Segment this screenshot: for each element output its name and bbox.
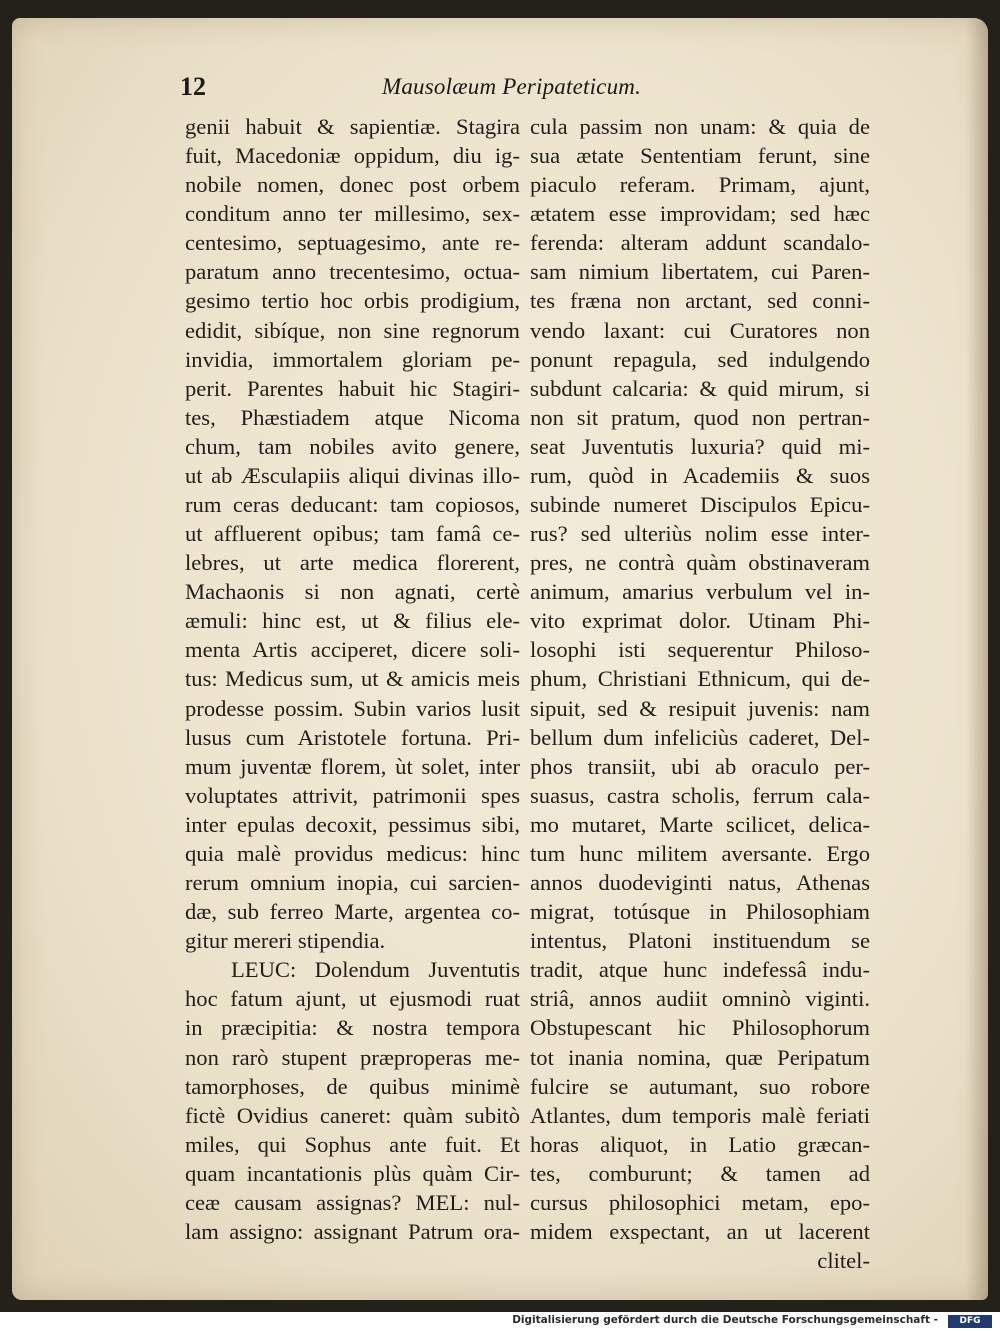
text-line: seat Juventutis luxuria? quid mi- bbox=[530, 433, 870, 459]
text-line: in præcipitia: & nostra tempora bbox=[185, 1015, 520, 1041]
text-line: losophi isti sequerentur Philoso- bbox=[530, 637, 870, 663]
footer-bar bbox=[0, 1312, 1000, 1331]
text-line: prodesse possim. Subin varios lusit bbox=[185, 695, 520, 721]
text-line: non sit pratum, quod non pertran- bbox=[530, 404, 870, 430]
text-line: intentus, Platoni instituendum se bbox=[530, 928, 870, 954]
text-line: horas aliquot, in Latio græcan- bbox=[530, 1131, 870, 1157]
text-line: rum ceras deducant: tam copiosos, bbox=[185, 492, 520, 518]
text-line: ut ab Æsculapiis aliqui divinas illo- bbox=[185, 462, 520, 488]
text-line: ut affluerent opibus; tam famâ ce- bbox=[185, 521, 520, 547]
text-line: gitur mereri stipendia. bbox=[185, 928, 386, 954]
text-line: edidit, sibíque, non sine regnorum bbox=[185, 317, 520, 343]
text-line: æmuli: hinc est, ut & filius ele- bbox=[185, 608, 520, 634]
text-line: hoc fatum ajunt, ut ejusmodi ruat bbox=[185, 986, 520, 1012]
text-line: quam incantationis plùs quàm Cir- bbox=[185, 1160, 520, 1186]
text-line: lam assigno: assignant Patrum ora- bbox=[185, 1218, 520, 1244]
text-column-right bbox=[530, 112, 870, 1275]
text-line: vendo laxant: cui Curatores non bbox=[530, 317, 870, 343]
text-line: menta Artis acciperet, dicere soli- bbox=[185, 637, 520, 663]
text-line: dæ, sub ferreo Marte, argentea co- bbox=[185, 899, 520, 925]
text-column-left bbox=[185, 112, 520, 1246]
text-line: centesimo, septuagesimo, ante re- bbox=[185, 230, 520, 256]
text-line: conditum anno ter millesimo, sex- bbox=[185, 201, 520, 227]
text-line: tamorphoses, de quibus minimè bbox=[185, 1073, 520, 1099]
text-line: tus: Medicus sum, ut & amicis meis bbox=[185, 666, 520, 692]
text-line: Atlantes, dum temporis malè feriati bbox=[530, 1102, 870, 1128]
text-line: sam nimium libertatem, cui Paren- bbox=[530, 259, 870, 285]
text-line: sua ætate Sententiam ferunt, sine bbox=[530, 143, 870, 169]
text-line: suasus, castra scholis, ferrum cala- bbox=[530, 782, 870, 808]
text-line: tes, comburunt; & tamen ad bbox=[530, 1160, 870, 1186]
text-line: rerum omnium inopia, cui sarcien- bbox=[185, 870, 520, 896]
text-line: subinde numeret Discipulos Epicu- bbox=[530, 492, 870, 518]
text-line: lusus cum Aristotele fortuna. Pri- bbox=[185, 724, 520, 750]
text-line: animum, amarius verbulum vel in- bbox=[530, 579, 870, 605]
text-line: fictè Ovidius caneret: quàm subitò bbox=[185, 1102, 520, 1128]
text-line: paratum anno trecentesimo, octua- bbox=[185, 259, 520, 285]
text-line: cula passim non unam: & quia de bbox=[530, 114, 870, 139]
text-line: midem exspectant, an ut lacerent bbox=[530, 1218, 870, 1244]
text-line: ætatem esse improvidam; sed hæc bbox=[530, 201, 870, 227]
footer-credit: Digitalisierung gefördert durch die Deutsche Forschungsgemeinschaft - bbox=[512, 1314, 938, 1326]
text-line: bellum dum infeliciùs caderet, Del- bbox=[530, 724, 870, 750]
text-line: phos transiit, ubi ab oraculo per- bbox=[530, 753, 870, 779]
text-line: pres, ne contrà quàm obstinaveram bbox=[530, 550, 870, 576]
text-line: tradit, atque hunc indefessâ indu- bbox=[530, 957, 870, 983]
text-line: perit. Parentes habuit hic Stagiri- bbox=[185, 375, 520, 401]
text-line: mo mutaret, Marte scilicet, delica- bbox=[530, 811, 870, 837]
text-line: non rarò stupent præproperas me- bbox=[185, 1044, 520, 1070]
text-line: lebres, ut arte medica florerent, bbox=[185, 550, 520, 576]
text-line: fulcire se autumant, suo robore bbox=[530, 1073, 870, 1099]
text-line: tot inania nomina, quæ Peripatum bbox=[530, 1044, 870, 1070]
text-line: clitel- bbox=[817, 1248, 870, 1274]
text-line: Obstupescant hic Philosophorum bbox=[530, 1015, 870, 1041]
text-line: cursus philosophici metam, epo- bbox=[530, 1189, 870, 1215]
text-line: tes, Phæstiadem atque Nicoma bbox=[185, 404, 520, 430]
text-line: striâ, annos audiit omninò viginti. bbox=[530, 986, 870, 1012]
text-line: invidia, immortalem gloriam pe- bbox=[185, 346, 520, 372]
text-line: ferenda: alteram addunt scandalo- bbox=[530, 230, 870, 256]
text-line: migrat, totúsque in Philosophiam bbox=[530, 899, 870, 925]
text-line: annos duodeviginti natus, Athenas bbox=[530, 870, 870, 896]
text-line: quia malè providus medicus: hinc bbox=[185, 840, 520, 866]
page-header bbox=[0, 72, 1000, 112]
text-line: genii habuit & sapientiæ. Stagira bbox=[185, 114, 520, 139]
text-line: miles, qui Sophus ante fuit. Et bbox=[185, 1131, 520, 1157]
text-line: inter epulas decoxit, pessimus sibi, bbox=[185, 811, 520, 837]
text-line: piaculo referam. Primam, ajunt, bbox=[530, 172, 870, 198]
text-line: subdunt calcaria: & quid mirum, si bbox=[530, 375, 870, 401]
dfg-logo: DFG bbox=[948, 1315, 992, 1328]
text-line: chum, tam nobiles avito genere, bbox=[185, 433, 520, 459]
text-line: mum juventæ florem, ùt solet, inter bbox=[185, 753, 520, 779]
text-line: voluptates attrivit, patrimonii spes bbox=[185, 782, 520, 808]
running-head: Mausolæum Peripateticum. bbox=[382, 74, 642, 99]
text-line: ceæ causam assignas? MEL: nul- bbox=[185, 1189, 520, 1215]
text-line: gesimo tertio hoc orbis prodigium, bbox=[185, 288, 520, 314]
text-line: vito exprimat dolor. Utinam Phi- bbox=[530, 608, 870, 634]
text-line: rus? sed ulteriùs nolim esse inter- bbox=[530, 521, 870, 547]
text-line: tes fræna non arctant, sed conni- bbox=[530, 288, 870, 314]
text-line: tum hunc militem aversante. Ergo bbox=[530, 840, 870, 866]
text-line: phum, Christiani Ethnicum, qui de- bbox=[530, 666, 870, 692]
text-line: LEUC: Dolendum Juventutis bbox=[231, 957, 520, 983]
page-number: 12 bbox=[180, 72, 206, 101]
text-line: nobile nomen, donec post orbem bbox=[185, 172, 520, 198]
text-line: Machaonis si non agnati, certè bbox=[185, 579, 520, 605]
text-line: sipuit, sed & resipuit juvenis: nam bbox=[530, 695, 870, 721]
text-line: fuit, Macedoniæ oppidum, diu ig- bbox=[185, 143, 520, 169]
text-line: ponunt repagula, sed indulgendo bbox=[530, 346, 870, 372]
page-edge bbox=[966, 18, 988, 1300]
text-line: rum, quòd in Academiis & suos bbox=[530, 462, 870, 488]
